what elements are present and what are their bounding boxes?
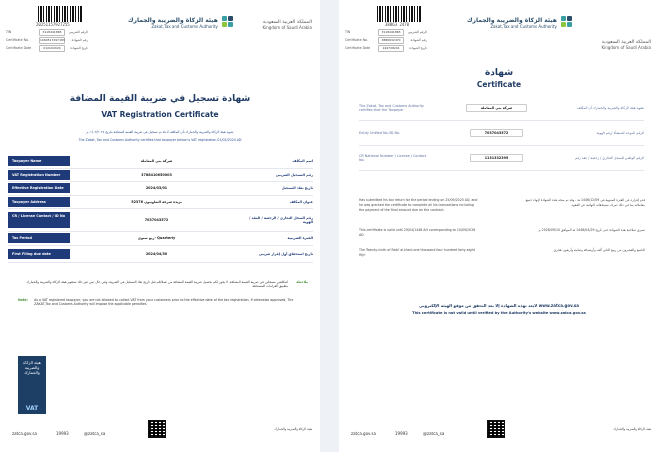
- zatca-logo: [128, 16, 236, 30]
- registration-details-table: [8, 155, 313, 263]
- kingdom-label: المملكة العربية السعودية Kingdom of Saudi Arabia: [262, 20, 312, 30]
- table-row: CR National Number / License / Contact No. 1131332395 الرقم الوطني للسجل التجاري / رخصة / عقد رقم: [359, 146, 644, 171]
- footer-phone: 19993: [56, 431, 69, 436]
- paragraph-return-english: Has submitted his tax return for the period ending on 25/09/2025 AD, and he was granted the certificate to complete all his transactions including the payment of the final amount due on the contract.: [359, 198, 478, 212]
- intro-english: The Zakat, Tax and Customs Authority certifies that taxpayer below is VAT registration 01/02/2024 AD: [78, 138, 242, 142]
- paragraph-date-words-english: The Twenty-ninth of Rabi' al-thani one thousand four hundred forty-eight Hijri: [359, 248, 475, 257]
- logo-arabic: هيئة الزكاة والضريبة والجمارك: [467, 17, 557, 24]
- table-row: CR / License Contact / ID No 7037043572 رقم السجل التجاري / الرخصة / العقد / الهوية: [8, 209, 313, 232]
- paragraph-return-arabic: قدم إقراره عن الفترة المنتهية في 1446/12/09 هـ ، وقد تم منحه هذه الشهادة لإنهاء جميع معاملاته بما في ذلك صرف مستحقاته النهائية عن العقود.: [525, 198, 645, 207]
- footer-phone: 19993: [395, 431, 408, 436]
- paragraph-date-words-arabic: التاسع والعشرون من ربيع الثاني ألف وأربعمائة وثمانية وأربعون هجري: [553, 248, 645, 252]
- zatca-logo-icon: [561, 16, 575, 30]
- verification-note-arabic: لايعد بهذه الشهادة إلا بعد التحقق من موقع الهيئة الإلكتروني www.zatca.gov.sa: [419, 303, 579, 308]
- certificate-details-table: [359, 96, 644, 171]
- logo-english: Zakat,Tax and Customs Authority: [151, 24, 218, 29]
- intro-arabic: تشهد هيئة الزكاة والضريبة والجمارك بأن المكلف أدناه تم تسجيل في ضريبة القيمة المضافة بتاريخ ٠١/٠٢/٢٠٢٤م: [86, 130, 234, 134]
- table-row: Tax Period ربع سنوي- Quarterly الفترة الضريبية: [8, 232, 313, 246]
- zatca-logo-icon: [222, 16, 236, 30]
- logo-english: Zakat,Tax and Customs Authority: [490, 24, 557, 29]
- table-row: Effective Registration Date 2024/03/01 تاريخ نفاذ التسجيل: [8, 182, 313, 196]
- qr-code: [148, 420, 166, 438]
- header-row-tin: TIN 3118441865 الرقم الضريبي: [6, 29, 88, 34]
- zatca-logo: [467, 16, 575, 30]
- footer-arabic: هيئة الزكاة والضريبة والجمارك: [274, 427, 312, 431]
- table-row: Taxpayer Address بريدة شرعة التعاونيون 52376 عنوان المكلف: [8, 196, 313, 210]
- header-row-certificate-no: Certificate No. 3886632470 رقم الشهادة: [345, 37, 427, 42]
- footer-social-handle[interactable]: @zatca_sa: [84, 431, 106, 436]
- title-arabic: شهادة تسجيل في ضريبة القيمة المضافة: [69, 94, 251, 104]
- table-row: VAT Registration Number 3788410650003 رقم التسجيل الضريبي: [8, 169, 313, 183]
- table-row: Taxpayer Name شركة بني المعاملة اسم المكلف: [8, 155, 313, 169]
- barcode-number: 38863 2470: [385, 22, 410, 27]
- barcode: [377, 6, 421, 22]
- table-row: Entity Unified No./ID No. 7037043572 الرقم الموحد للمنشأة /رقم الهوية: [359, 121, 644, 146]
- certificate-header-info: [345, 28, 427, 52]
- footer-arabic: هيئة الزكاة والضريبة والجمارك: [613, 427, 651, 431]
- title-english: Certificate: [476, 80, 522, 89]
- barcode: [38, 6, 82, 22]
- logo-arabic: هيئة الزكاة والضريبة والجمارك: [128, 17, 218, 24]
- table-row: First Filing due date 2024/04/30 تاريخ استحقاق أول إقرار ضريبي: [8, 246, 313, 263]
- qr-code: [487, 420, 505, 438]
- note-arabic: ملاحظة كمكلفين مسجلين في ضريبة القيمة المضافة، لا يجوز لكم تحصيل ضريبة القيمة المضافة من عملائكم قبل تاريخ نفاذ التسجيل في الضريبة، وفي حال تبين غير ذلك ستقوم هيئة الزكاة والضريبة والجمارك بتطبيق الغرامات المستحقة: [26, 280, 308, 288]
- certificate-header-info: [6, 28, 88, 52]
- header-row-tin: TIN 3118441865 الرقم الضريبي: [345, 29, 427, 34]
- paragraph-validity-english: This certificate is valid until 29/04/1448 AH corresponding to 10/09/2026 AD: [359, 228, 476, 237]
- note-english: Note: As a VAT registered taxpayer, you are not allowed to collect VAT from your customers prior to the effective date of the tax registration. If otherwise approved, The ZAKAT,Tax and Customs Authority will impose the applicable penalties: [18, 298, 294, 306]
- verification-note-english: This certificate is not valid until verified by the Authority's website www.zatca.gov.sa: [412, 311, 586, 315]
- zakat-certificate-page: [339, 0, 659, 452]
- vat-certificate-page: [0, 0, 320, 452]
- title-english: VAT Registration Certificate: [101, 110, 219, 119]
- header-row-certificate-no: Certificate No. 1060517297183 رقم الشهادة: [6, 37, 88, 42]
- table-row: The Zakat, Tax and Customs Authority certifies that the Taxpayer شركة بني المعاملة تشهد هيئة الزكاة والضريبة والجمارك أن المكلف: [359, 96, 644, 121]
- title-arabic: شهادة: [484, 68, 514, 78]
- barcode-number: 20251157927255: [36, 22, 70, 27]
- footer-social-handle[interactable]: @zatca_sa: [423, 431, 445, 436]
- header-row-certificate-date: Certificate Date 01/02/2024 تاريخ الشهادة: [6, 45, 88, 50]
- footer-website[interactable]: zatca.gov.sa: [12, 431, 37, 436]
- zatca-vat-banner: هيئة الزكاة والضريبة والجمارك VAT: [18, 356, 46, 414]
- footer-website[interactable]: zatca.gov.sa: [351, 431, 376, 436]
- paragraph-validity-arabic: تسري صلاحية هذه الشهادة حتى تاريخ 1448/04/29 هـ الموافق 2026/09/10 م: [538, 228, 645, 232]
- kingdom-label: المملكة العربية السعودية Kingdom of Saudi Arabia: [601, 40, 651, 50]
- header-row-certificate-date: Certificate Date 1447/06/01 تاريخ الشهادة: [345, 45, 427, 50]
